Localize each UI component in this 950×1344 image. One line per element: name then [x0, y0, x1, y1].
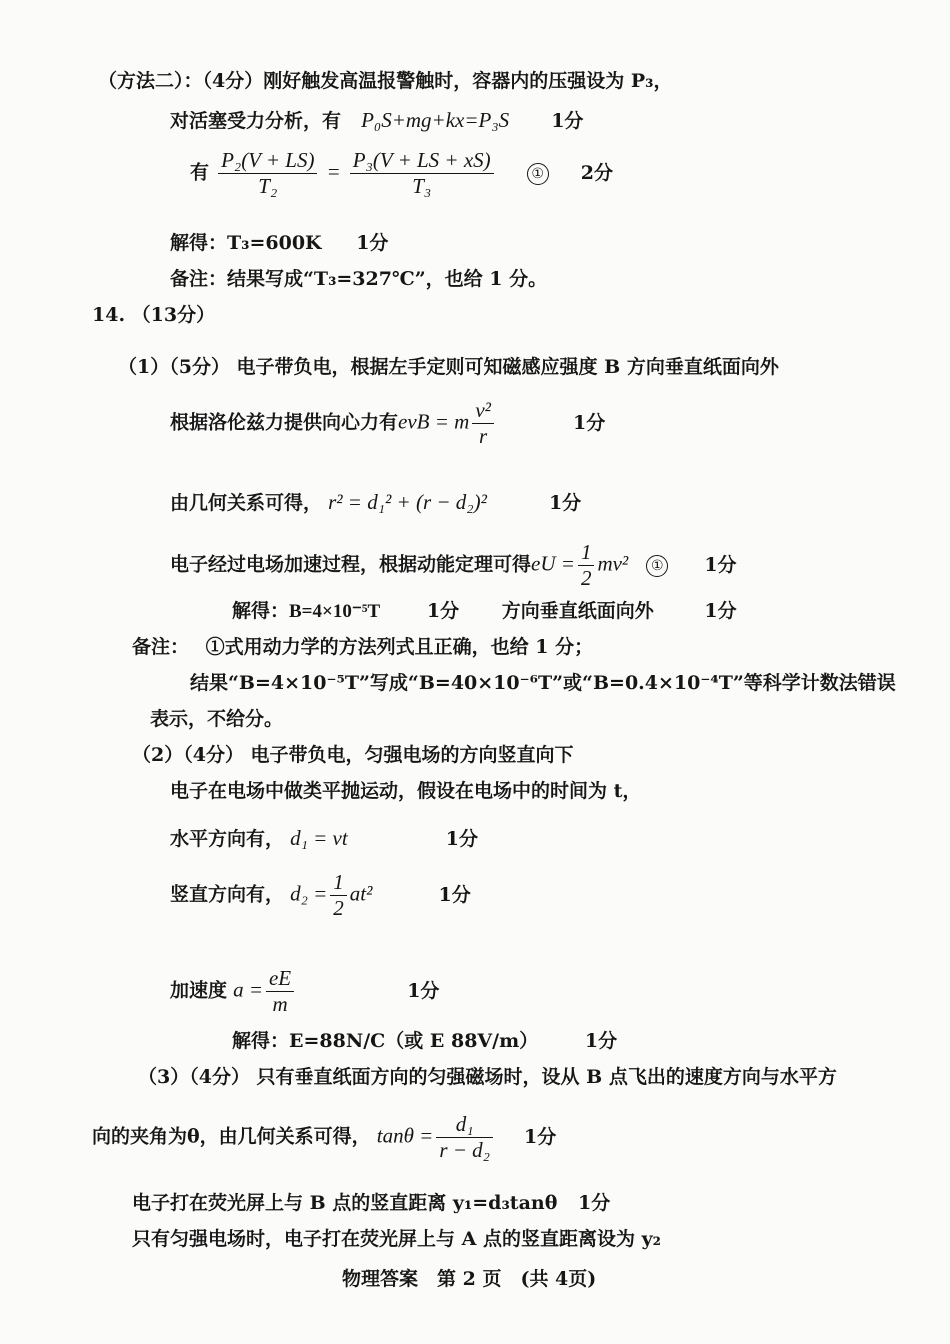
energy-label: 电子经过电场加速过程，根据动能定理可得: [170, 553, 532, 576]
score: 1分: [445, 828, 478, 850]
acceleration-lhs: a =: [233, 977, 263, 1002]
y1-line: [132, 1192, 610, 1215]
acceleration-numerator: eE: [266, 966, 294, 992]
y2-line: 只有匀强电场时，电子打在荧光屏上与 A 点的竖直距离设为 y₂: [132, 1228, 661, 1250]
score: 1分: [578, 1192, 611, 1214]
force-label: 对活塞受力分析，有: [170, 110, 342, 132]
equation-mark: ①: [527, 163, 549, 185]
vertical-lhs: d₂ =: [290, 881, 328, 906]
part2-solution: [232, 1030, 617, 1053]
geometry-line: [170, 490, 581, 515]
score: 1分: [548, 492, 582, 514]
score: 1分: [356, 232, 389, 254]
score: 1分: [573, 411, 606, 434]
score: 1分: [524, 1125, 557, 1148]
energy-numerator: 1: [578, 540, 595, 566]
question-14-heading: 14. （13分）: [92, 304, 216, 326]
vertical-label: 竖直方向有，: [170, 883, 285, 906]
tan-line: [92, 1112, 556, 1163]
lorentz-fraction: [472, 398, 494, 449]
score: 1分: [584, 1030, 618, 1052]
equation-mark: ①: [646, 555, 668, 577]
method2-solution: [170, 232, 388, 255]
tan-numerator: d₁: [436, 1112, 493, 1138]
acceleration-line: [170, 966, 439, 1017]
gas-law-line: 有 $\frac{\text{P₂(V + LS)}}{\text{T₂}}$ = $\frac{\text{P₃(V + LS + xS)}}{\text{T₃}}$ ① 2分: [190, 148, 613, 199]
gas-numerator-left: P₂(V + LS): [218, 148, 317, 174]
part3-heading: （3）（4分） 只有垂直纸面方向的匀强磁场时，设从 B 点飞出的速度方向与水平方: [138, 1066, 837, 1088]
tan-label: 向的夹角为θ，由几何关系可得，: [92, 1125, 371, 1148]
part2-intro: 电子在电场中做类平抛运动，假设在电场中的时间为 t，: [170, 780, 642, 802]
vertical-fraction: [330, 870, 347, 921]
force-analysis-line: [170, 108, 583, 133]
energy-fraction: [578, 540, 595, 591]
geometry-equation: r² = d₁² + (r − d₂)²: [328, 490, 487, 514]
gas-denominator-left: T₂: [258, 174, 278, 199]
horizontal-label: 水平方向有，: [170, 828, 285, 850]
part2-heading: （2）（4分） 电子带负电，匀强电场的方向竖直向下: [132, 744, 574, 766]
gas-label: 有: [190, 161, 210, 184]
geometry-label: 由几何关系可得，: [170, 492, 323, 514]
acceleration-label: 加速度: [170, 979, 228, 1002]
score: 1分: [704, 600, 737, 622]
horizontal-line: [170, 826, 478, 851]
score: 2分: [580, 161, 613, 184]
note-line-3: 表示，不给分。: [150, 708, 284, 730]
energy-rhs: mv²: [597, 551, 629, 576]
acceleration-denominator: m: [272, 992, 288, 1017]
note-heading: 备注：: [132, 636, 190, 658]
solution-text: 解得：E=88N/C（或 E 88V/m）: [232, 1030, 539, 1052]
method2-heading: （方法二）：（4分）刚好触发高温报警触时，容器内的压强设为 P₃，: [98, 70, 673, 92]
part1-note: [132, 636, 593, 659]
lorentz-label: 根据洛伦兹力提供向心力有: [170, 411, 399, 434]
vertical-rhs: at²: [349, 881, 373, 906]
part1-solution: [232, 600, 737, 624]
score: 1分: [551, 110, 584, 132]
vertical-numerator: 1: [330, 870, 347, 896]
vertical-line: [170, 870, 471, 921]
gas-numerator-right: P₃(V + LS + xS): [350, 148, 494, 174]
horizontal-equation: d₁ = vt: [290, 826, 348, 850]
lorentz-numerator: v²: [472, 398, 494, 424]
solution-text: 解得：T₃=600K: [170, 232, 322, 254]
lorentz-line: [170, 398, 605, 449]
score: 1分: [407, 979, 440, 1002]
force-equation: P₀S+mg+kx=P₃S: [361, 108, 510, 132]
page-footer: 物理答案 第 2 页 (共 4页): [342, 1268, 597, 1290]
gas-denominator-right: T₃: [412, 174, 432, 199]
score: 1分: [438, 883, 471, 906]
part1-heading: （1）（5分） 电子带负电，根据左手定则可知磁感应强度 B 方向垂直纸面向外: [118, 356, 779, 378]
lorentz-lhs: evB = m: [398, 409, 470, 434]
tan-fraction: [436, 1112, 493, 1163]
gas-fraction-left: [218, 148, 317, 199]
method2-note: 备注：结果写成“T₃=327℃”，也给 1 分。: [170, 268, 548, 290]
vertical-denominator: 2: [333, 896, 344, 921]
energy-line: [170, 540, 737, 591]
note-line-1: ①式用动力学的方法列式且正确，也给 1 分；: [205, 636, 594, 658]
tan-denominator: r − d₂: [439, 1138, 490, 1163]
solution-text: 解得：B=4×10⁻⁵T: [232, 601, 381, 622]
lorentz-denominator: r: [479, 424, 488, 449]
y1-text: 电子打在荧光屏上与 B 点的竖直距离 y₁=d₃tanθ: [132, 1192, 558, 1214]
acceleration-fraction: [266, 966, 294, 1017]
energy-denominator: 2: [580, 566, 592, 591]
score: 1分: [426, 600, 460, 622]
tan-lhs: tanθ =: [376, 1123, 434, 1148]
score: 1分: [704, 553, 737, 576]
note-line-2: 结果“B=4×10⁻⁵T”写成“B=40×10⁻⁶T”或“B=0.4×10⁻⁴T”等科学计数法错误: [190, 672, 896, 694]
energy-lhs: eU =: [531, 551, 575, 576]
direction-text: 方向垂直纸面向外: [501, 600, 654, 622]
gas-fraction-right: [350, 148, 494, 199]
